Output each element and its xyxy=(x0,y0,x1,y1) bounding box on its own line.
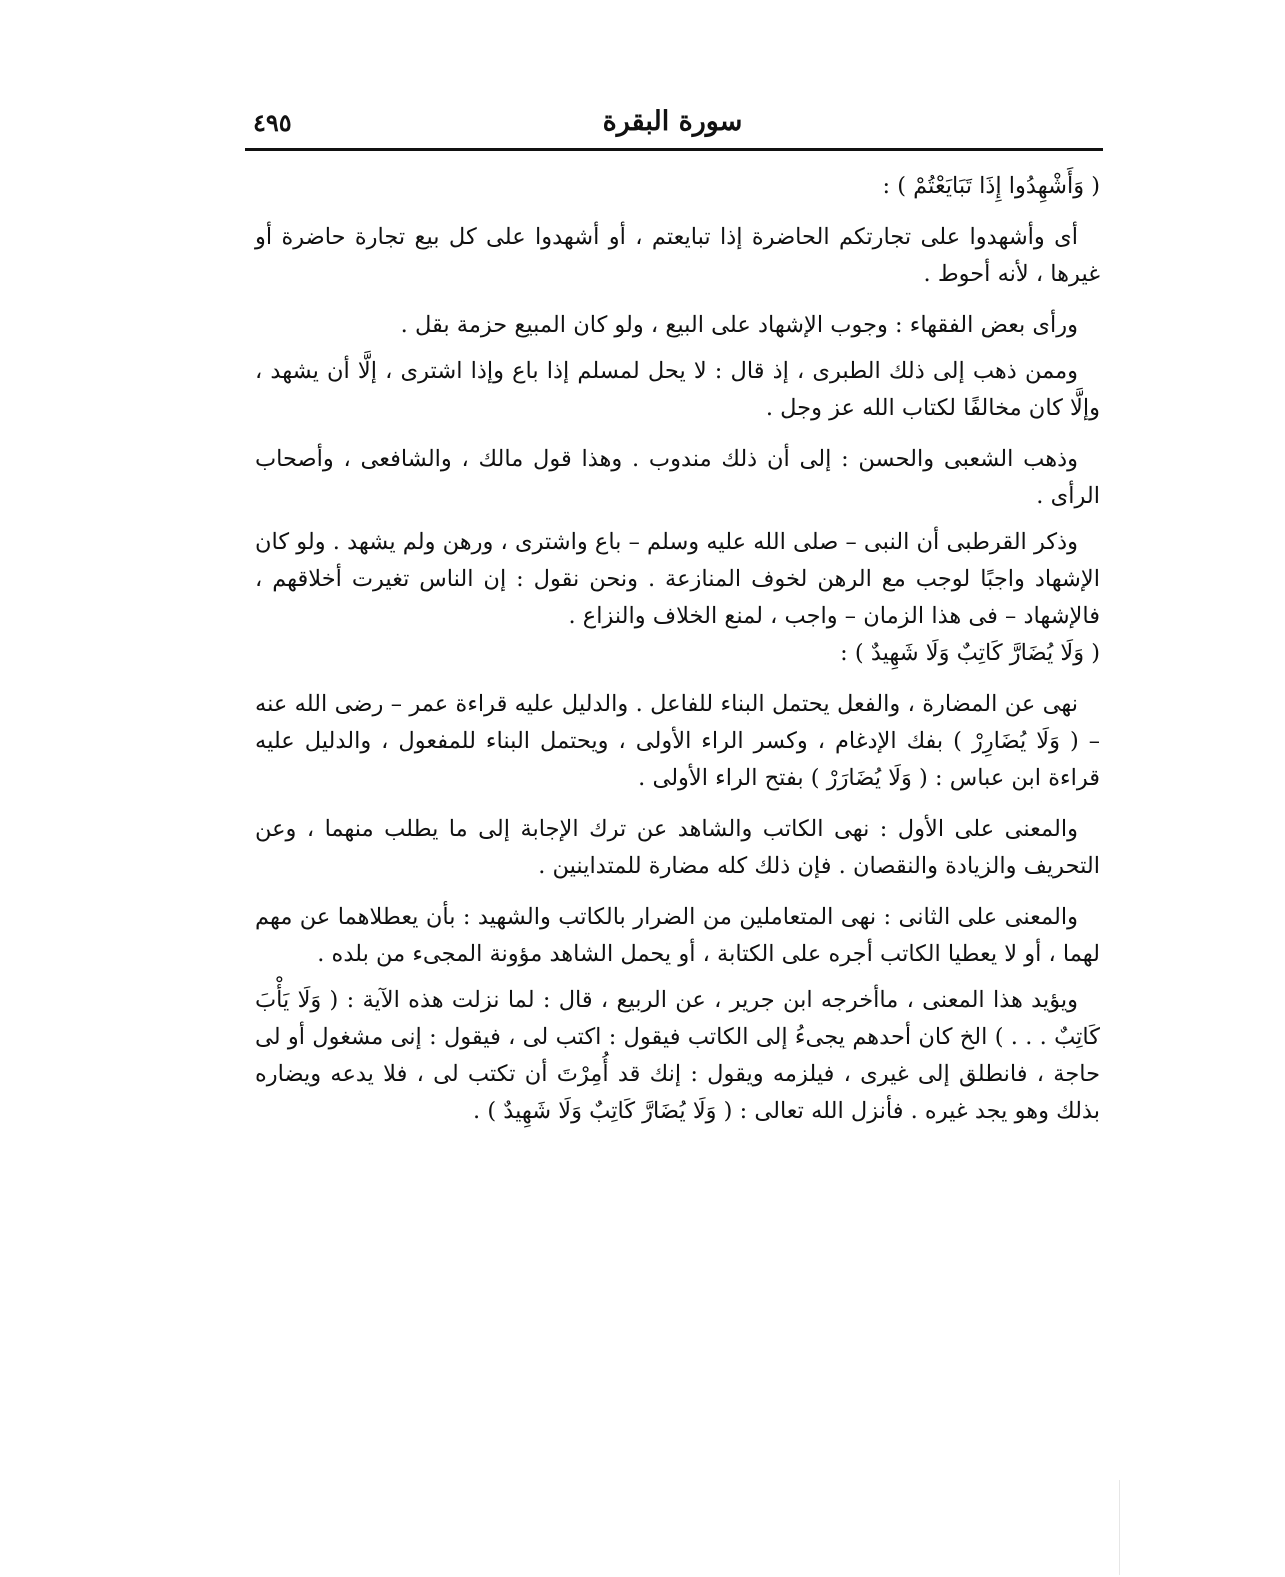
header-rule xyxy=(245,148,1103,151)
commentary-paragraph: والمعنى على الأول : نهى الكاتب والشاهد عن ترك الإجابة إلى ما يطلب منهما ، وعن التحريف والزيادة والنقصان . فإن ذلك كله مضارة للمتداينين . xyxy=(255,816,1100,879)
page-body xyxy=(255,168,1100,1130)
commentary-paragraph: أى وأشهدوا على تجارتكم الحاضرة إذا تبايعتم ، أو أشهدوا على كل بيع تجارة حاضرة أو غيرها ، لأنه أحوط . xyxy=(255,224,1100,287)
commentary-paragraph: وذكر القرطبى أن النبى – صلى الله عليه وسلم – باع واشترى ، ورهن ولم يشهد . ولو كان الإشهاد واجبًا لوجب مع الرهن لخوف المنازعة . ونحن نقول : إن الناس تغيرت أخلاقهم ، فالإشهاد – فى هذا الزمان – واجب ، لمنع الخلاف والنزاع . xyxy=(255,529,1100,629)
verse-heading: ( وَلَا يُضَارَّ كَاتِبٌ وَلَا شَهِيدٌ ) : xyxy=(840,640,1100,666)
running-title: سورة البقرة xyxy=(602,106,743,137)
page-header xyxy=(245,100,1100,146)
commentary-paragraph: نهى عن المضارة ، والفعل يحتمل البناء للفاعل . والدليل عليه قراءة عمر – رضى الله عنه – ( وَلَا يُضَارِرْ ) بفك الإدغام ، وكسر الراء الأولى ، ويحتمل البناء للمفعول ، والدليل عليه قراءة ابن عباس : ( وَلَا يُضَارَرْ ) بفتح الراء الأولى . xyxy=(255,691,1100,791)
page-number: ٤٩٥ xyxy=(253,108,292,137)
commentary-paragraph: ويؤيد هذا المعنى ، ماأخرجه ابن جرير ، عن الربيع ، قال : لما نزلت هذه الآية : ( وَلَا يَأْبَ كَاتِبٌ . . . ) الخ كان أحدهم يجىءُ إلى الكاتب فيقول : اكتب لى ، فيقول : إنى مشغول أو لى حاجة ، فانطلق إلى غيرى ، فيلزمه ويقول : إنك قد أُمِرْتَ أن تكتب لى ، فلا يدعه ويضاره بذلك وهو يجد غيره . فأنزل الله تعالى : ( وَلَا يُضَارَّ كَاتِبٌ وَلَا شَهِيدٌ ) . xyxy=(255,987,1100,1124)
commentary-paragraph: وذهب الشعبى والحسن : إلى أن ذلك مندوب . وهذا قول مالك ، والشافعى ، وأصحاب الرأى . xyxy=(255,446,1100,509)
commentary-paragraph: وممن ذهب إلى ذلك الطبرى ، إذ قال : لا يحل لمسلم إذا باع وإذا اشترى ، إلَّا أن يشهد ، وإلَّا كان مخالفًا لكتاب الله عز وجل . xyxy=(255,358,1100,421)
scan-artifact-line xyxy=(1119,1480,1120,1575)
commentary-paragraph: ورأى بعض الفقهاء : وجوب الإشهاد على البيع ، ولو كان المبيع حزمة بقل . xyxy=(400,312,1078,338)
verse-heading: ( وَأَشْهِدُوا إِذَا تَبَايَعْتُمْ ) : xyxy=(882,173,1100,199)
commentary-paragraph: والمعنى على الثانى : نهى المتعاملين من الضرار بالكاتب والشهيد : بأن يعطلاهما عن مهم لهما ، أو لا يعطيا الكاتب أجره على الكتابة ، أو يحمل الشاهد مؤونة المجىء من بلده . xyxy=(255,904,1100,967)
